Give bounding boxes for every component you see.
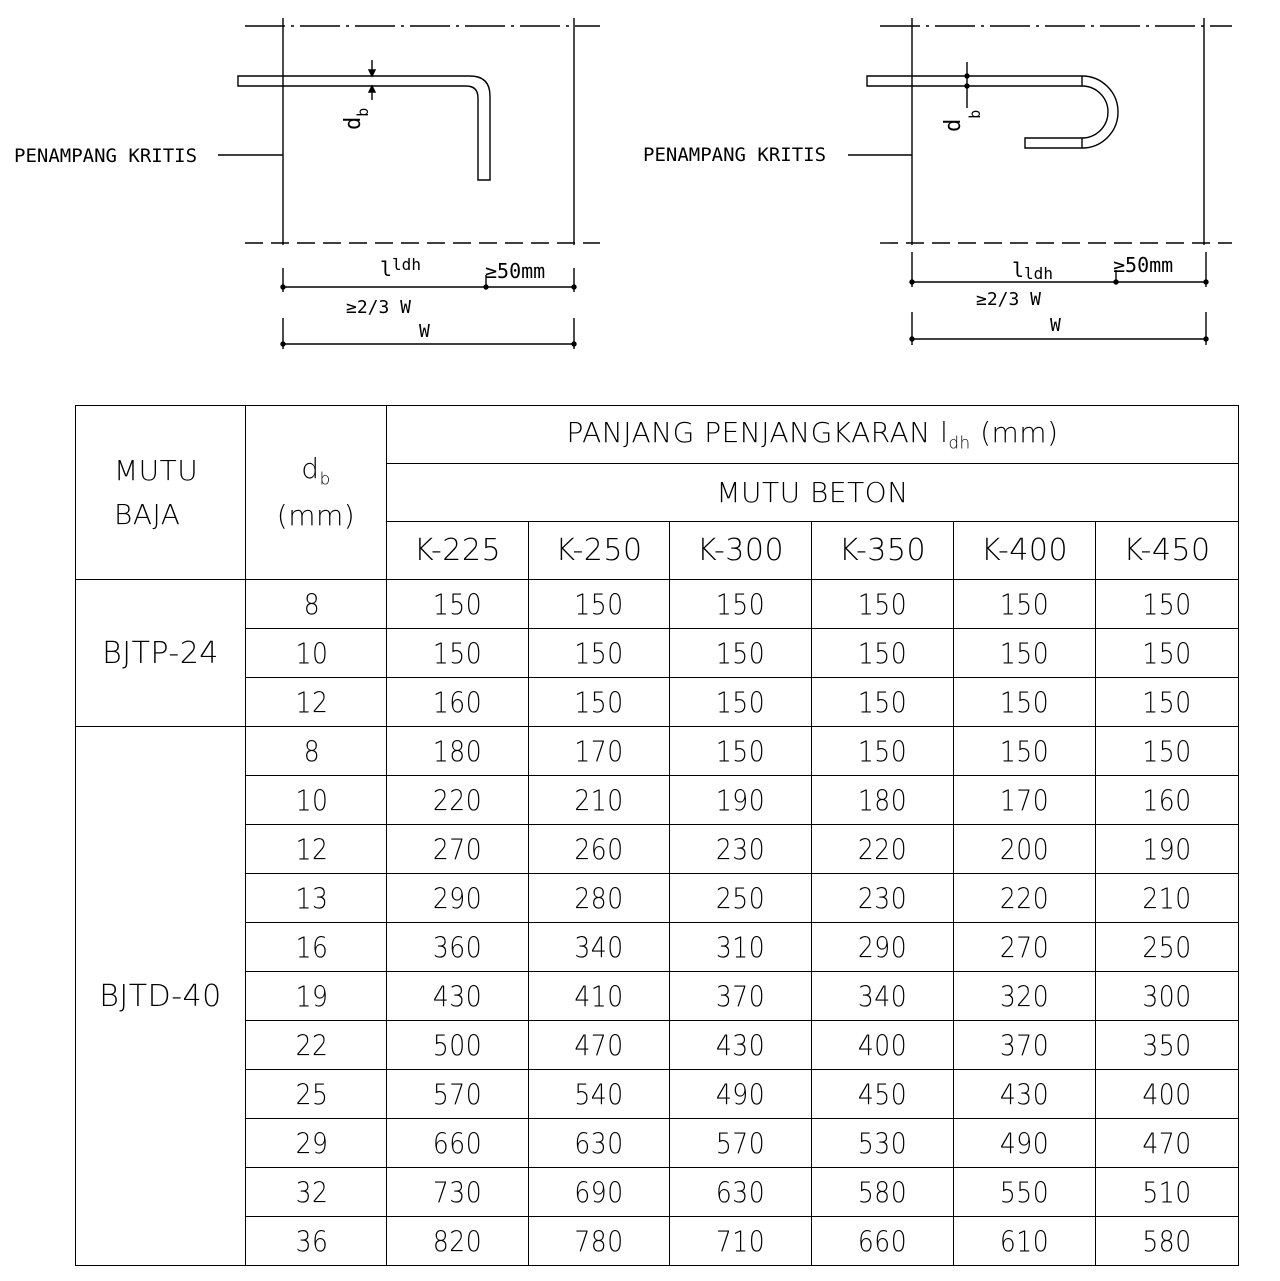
anchorage-length-value: 150 [999, 685, 1050, 719]
steel-grade-cell: BJTD-40 [76, 727, 246, 1266]
anchorage-length-value: 660 [432, 1126, 483, 1160]
anchorage-length-cell [954, 874, 1096, 923]
bar-diameter-cell [246, 580, 387, 629]
anchorage-length-cell [529, 727, 670, 776]
anchorage-length-value: 150 [574, 636, 624, 670]
anchorage-length-value: 170 [999, 783, 1050, 817]
db-header-symbol: $d_b$ [301, 451, 331, 489]
table-row [76, 825, 1239, 874]
anchorage-length-value: 270 [999, 930, 1050, 964]
table-row [76, 1217, 1239, 1266]
anchorage-length-cell [1096, 1021, 1239, 1070]
anchorage-length-cell [812, 1119, 954, 1168]
anchorage-length-value: 400 [1142, 1077, 1192, 1111]
bar-diameter-value: 10 [295, 636, 329, 670]
anchorage-length-value: 530 [857, 1126, 908, 1160]
anchorage-length-value: 190 [715, 783, 766, 817]
dim-dot [572, 285, 576, 289]
critical-section-label: PENAMPANG KRITIS [14, 145, 198, 167]
hook-detail-drawings [0, 0, 1280, 400]
anchorage-length-cell [529, 825, 670, 874]
anchorage-length-value: 150 [715, 636, 766, 670]
anchorage-length-value: 150 [715, 587, 766, 621]
steel-header-line2: BAJA [114, 497, 181, 531]
anchorage-length-value: 370 [715, 979, 766, 1013]
bar-diameter-value: 10 [295, 783, 329, 817]
anchorage-length-table-wrapper [75, 405, 1238, 1262]
anchorage-length-cell [1096, 629, 1239, 678]
length-header-text: PANJANG PENJANGKARAN l [566, 416, 949, 450]
anchorage-length-cell [387, 825, 529, 874]
anchorage-length-value: 150 [1142, 636, 1192, 670]
anchorage-length-cell [954, 1217, 1096, 1266]
w-label: W [1050, 315, 1061, 336]
two-thirds-w-label: ≥2/3 W [976, 289, 1042, 310]
anchorage-length-value: 610 [999, 1224, 1050, 1258]
bar-diameter-cell [246, 972, 387, 1021]
anchorage-length-cell [387, 1119, 529, 1168]
anchorage-length-value: 350 [1142, 1028, 1192, 1062]
concrete-grade-header: MUTU BETON [387, 464, 1239, 522]
anchorage-length-cell [812, 678, 954, 727]
anchorage-length-value: 370 [999, 1028, 1050, 1062]
table-row [76, 1119, 1239, 1168]
anchorage-length-value: 630 [574, 1126, 624, 1160]
anchorage-length-cell [670, 1119, 812, 1168]
anchorage-length-value: 150 [999, 636, 1050, 670]
anchorage-length-cell [387, 923, 529, 972]
dim-dot [572, 342, 576, 346]
anchorage-length-value: 550 [999, 1175, 1050, 1209]
anchorage-length-cell [812, 727, 954, 776]
anchorage-length-cell [954, 678, 1096, 727]
anchorage-length-cell [670, 580, 812, 629]
bar-diameter-value: 8 [303, 587, 321, 621]
anchorage-length-cell [670, 1021, 812, 1070]
table-row [76, 923, 1239, 972]
db-arrow-top [369, 70, 375, 76]
db-label: $d_b$ [341, 107, 372, 130]
anchorage-length-cell [387, 580, 529, 629]
anchorage-length-value: 580 [1142, 1224, 1192, 1258]
anchorage-length-cell [670, 874, 812, 923]
length-header-unit: (mm) [980, 416, 1059, 450]
anchorage-length-value: 580 [857, 1175, 908, 1209]
bar-diameter-header [246, 406, 387, 580]
bar-diameter-cell [246, 1021, 387, 1070]
anchorage-length-cell [812, 776, 954, 825]
anchorage-length-value: 400 [857, 1028, 908, 1062]
anchorage-length-cell [954, 629, 1096, 678]
anchorage-length-value: 710 [715, 1224, 766, 1258]
anchorage-length-cell [954, 1119, 1096, 1168]
anchorage-length-value: 340 [857, 979, 908, 1013]
anchorage-length-value: 570 [432, 1077, 483, 1111]
anchorage-length-cell [954, 1021, 1096, 1070]
bar-diameter-value: 8 [303, 734, 321, 768]
table-row [76, 727, 1239, 776]
anchorage-length-value: 430 [715, 1028, 766, 1062]
table-row [76, 580, 1239, 629]
bar-180-hook [867, 76, 1118, 148]
anchorage-length-value: 310 [715, 930, 766, 964]
dim-dot [965, 84, 969, 88]
min50-label: ≥50mm [485, 259, 546, 283]
bar-diameter-value: 36 [295, 1224, 329, 1258]
anchorage-length-value: 510 [1142, 1175, 1192, 1209]
bar-diameter-value: 12 [295, 685, 329, 719]
anchorage-length-cell [1096, 776, 1239, 825]
anchorage-length-value: 450 [857, 1077, 908, 1111]
anchorage-length-cell [670, 923, 812, 972]
dim-dot [281, 342, 285, 346]
table-row [76, 629, 1239, 678]
anchorage-length-value: 820 [432, 1224, 483, 1258]
anchorage-length-cell [529, 1217, 670, 1266]
anchorage-length-value: 180 [857, 783, 908, 817]
dim-dot [910, 337, 914, 341]
anchorage-length-cell [954, 580, 1096, 629]
min50-label: ≥50mm [1113, 253, 1174, 277]
critical-section-label: PENAMPANG KRITIS [643, 144, 827, 166]
anchorage-length-cell [812, 580, 954, 629]
two-thirds-w-label: ≥2/3 W [346, 297, 412, 318]
bar-diameter-cell [246, 1168, 387, 1217]
anchorage-length-cell [1096, 678, 1239, 727]
anchorage-length-cell [387, 727, 529, 776]
anchorage-length-value: 270 [432, 832, 483, 866]
anchorage-length-value: 540 [574, 1077, 624, 1111]
bar-diameter-cell [246, 629, 387, 678]
anchorage-length-value: 150 [857, 685, 908, 719]
bar-diameter-value: 29 [295, 1126, 329, 1160]
anchorage-length-value: 150 [857, 636, 908, 670]
anchorage-length-cell [954, 776, 1096, 825]
bar-diameter-cell [246, 825, 387, 874]
anchorage-length-cell [1096, 727, 1239, 776]
anchorage-length-value: 290 [432, 881, 483, 915]
anchorage-length-cell [529, 629, 670, 678]
anchorage-length-cell [812, 1168, 954, 1217]
table-row [76, 1021, 1239, 1070]
anchorage-length-header [387, 406, 1239, 464]
db-label: $d_b$ [941, 109, 984, 132]
bar-diameter-value: 22 [295, 1028, 329, 1062]
anchorage-length-cell [387, 874, 529, 923]
dim-dot [965, 74, 969, 78]
bar-diameter-value: 19 [295, 979, 329, 1013]
anchorage-length-value: 320 [999, 979, 1050, 1013]
anchorage-length-cell [529, 1119, 670, 1168]
anchorage-length-value: 150 [715, 734, 766, 768]
bar-diameter-cell [246, 1119, 387, 1168]
anchorage-length-value: 490 [715, 1077, 766, 1111]
anchorage-length-value: 430 [432, 979, 483, 1013]
anchorage-length-value: 260 [574, 832, 624, 866]
anchorage-length-cell [812, 1217, 954, 1266]
anchorage-length-cell [812, 1070, 954, 1119]
db-arrow-bottom [369, 86, 375, 92]
anchorage-length-value: 210 [1142, 881, 1192, 915]
anchorage-length-cell [670, 776, 812, 825]
anchorage-length-value: 150 [857, 587, 908, 621]
anchorage-length-value: 230 [857, 881, 908, 915]
anchorage-length-cell [387, 678, 529, 727]
anchorage-length-value: 430 [999, 1077, 1050, 1111]
bar-diameter-cell [246, 1070, 387, 1119]
anchorage-length-value: 230 [715, 832, 766, 866]
anchorage-length-cell [529, 580, 670, 629]
anchorage-length-cell [529, 972, 670, 1021]
anchorage-length-value: 180 [432, 734, 483, 768]
bar-diameter-value: 32 [295, 1175, 329, 1209]
bar-diameter-value: 16 [295, 930, 329, 964]
steel-grade-header [76, 406, 246, 580]
bar-diameter-value: 12 [295, 832, 329, 866]
anchorage-length-value: 160 [432, 685, 483, 719]
anchorage-length-value: 150 [999, 734, 1050, 768]
steel-grade-cell: BJTP-24 [76, 580, 246, 727]
anchorage-length-value: 150 [1142, 734, 1192, 768]
table-row [76, 874, 1239, 923]
anchorage-length-value: 300 [1142, 979, 1192, 1013]
anchorage-length-value: 690 [574, 1175, 624, 1209]
anchorage-length-cell [1096, 1217, 1239, 1266]
anchorage-length-cell [1096, 580, 1239, 629]
anchorage-length-value: 360 [432, 930, 483, 964]
bar-diameter-value: 25 [295, 1077, 329, 1111]
anchorage-length-value: 150 [432, 587, 483, 621]
anchorage-length-cell [670, 678, 812, 727]
anchorage-length-value: 250 [1142, 930, 1192, 964]
ldh-label: $l^{ldh}$ [380, 255, 421, 281]
anchorage-length-value: 490 [999, 1126, 1050, 1160]
anchorage-length-cell [387, 972, 529, 1021]
anchorage-length-value: 150 [574, 587, 624, 621]
anchorage-length-cell [954, 825, 1096, 874]
anchorage-length-cell [529, 874, 670, 923]
anchorage-length-value: 780 [574, 1224, 624, 1258]
table-row [76, 972, 1239, 1021]
anchorage-length-value: 150 [715, 685, 766, 719]
anchorage-length-cell [529, 1021, 670, 1070]
bar-diameter-cell [246, 776, 387, 825]
anchorage-length-cell [954, 1168, 1096, 1217]
anchorage-length-value: 220 [432, 783, 483, 817]
anchorage-length-cell [529, 678, 670, 727]
anchorage-length-value: 470 [574, 1028, 624, 1062]
anchorage-length-cell [954, 1070, 1096, 1119]
anchorage-length-value: 290 [857, 930, 908, 964]
w-label: W [419, 321, 430, 342]
anchorage-length-value: 730 [432, 1175, 483, 1209]
anchorage-length-cell [529, 1168, 670, 1217]
anchorage-length-value: 630 [715, 1175, 766, 1209]
steel-header-line1: MUTU [114, 453, 199, 487]
bar-diameter-cell [246, 678, 387, 727]
table-row [76, 1168, 1239, 1217]
anchorage-length-cell [1096, 1070, 1239, 1119]
ldh-label: lldh [1012, 258, 1053, 283]
anchorage-length-value: 220 [857, 832, 908, 866]
anchorage-length-cell [529, 1070, 670, 1119]
concrete-grade-k-225: K-225 [387, 522, 529, 580]
anchorage-length-cell [670, 972, 812, 1021]
anchorage-length-value: 190 [1142, 832, 1192, 866]
bar-diameter-value: 13 [295, 881, 329, 915]
concrete-grade-k-350: K-350 [812, 522, 954, 580]
anchorage-length-value: 150 [1142, 685, 1192, 719]
anchorage-length-cell [1096, 874, 1239, 923]
anchorage-length-cell [670, 1168, 812, 1217]
anchorage-length-cell [1096, 923, 1239, 972]
anchorage-length-value: 200 [999, 832, 1050, 866]
anchorage-length-cell [1096, 1119, 1239, 1168]
anchorage-length-value: 150 [999, 587, 1050, 621]
anchorage-length-cell [812, 1021, 954, 1070]
bar-diameter-cell [246, 874, 387, 923]
anchorage-length-value: 150 [574, 685, 624, 719]
bar-diameter-cell [246, 923, 387, 972]
anchorage-length-value: 150 [1142, 587, 1192, 621]
anchorage-length-cell [812, 923, 954, 972]
anchorage-length-cell [812, 874, 954, 923]
anchorage-length-cell [670, 1070, 812, 1119]
dim-dot [1204, 337, 1208, 341]
anchorage-length-cell [670, 825, 812, 874]
anchorage-length-table [75, 405, 1239, 1266]
dim-dot [281, 285, 285, 289]
db-header-unit: (mm) [276, 499, 356, 533]
anchorage-length-cell [954, 727, 1096, 776]
anchorage-length-value: 660 [857, 1224, 908, 1258]
anchorage-length-cell [1096, 825, 1239, 874]
anchorage-length-value: 210 [574, 783, 624, 817]
anchorage-length-value: 410 [574, 979, 624, 1013]
anchorage-length-cell [387, 1070, 529, 1119]
anchorage-length-value: 340 [574, 930, 624, 964]
anchorage-length-cell [1096, 972, 1239, 1021]
anchorage-length-cell [529, 923, 670, 972]
anchorage-length-cell [1096, 1168, 1239, 1217]
anchorage-length-cell [387, 776, 529, 825]
anchorage-length-cell [812, 825, 954, 874]
dim-dot [1204, 280, 1208, 284]
concrete-grade-k-450: K-450 [1096, 522, 1239, 580]
anchorage-length-value: 470 [1142, 1126, 1192, 1160]
concrete-grade-k-300: K-300 [670, 522, 812, 580]
anchorage-length-cell [387, 1021, 529, 1070]
anchorage-length-value: 150 [432, 636, 483, 670]
length-header-sub: dh [948, 432, 971, 453]
anchorage-length-cell [954, 923, 1096, 972]
dim-dot [910, 280, 914, 284]
anchorage-length-value: 500 [432, 1028, 483, 1062]
anchorage-length-value: 150 [857, 734, 908, 768]
anchorage-length-value: 160 [1142, 783, 1192, 817]
anchorage-length-cell [812, 972, 954, 1021]
anchorage-length-cell [954, 972, 1096, 1021]
table-row [76, 678, 1239, 727]
table-row [76, 1070, 1239, 1119]
concrete-grade-k-250: K-250 [529, 522, 670, 580]
bar-diameter-cell [246, 1217, 387, 1266]
anchorage-length-value: 280 [574, 881, 624, 915]
table-row [76, 776, 1239, 825]
anchorage-length-cell [529, 776, 670, 825]
anchorage-length-cell [387, 1168, 529, 1217]
anchorage-length-cell [670, 1217, 812, 1266]
bar-diameter-cell [246, 727, 387, 776]
anchorage-length-value: 250 [715, 881, 766, 915]
anchorage-length-cell [670, 727, 812, 776]
anchorage-length-value: 170 [574, 734, 624, 768]
concrete-grade-k-400: K-400 [954, 522, 1096, 580]
anchorage-length-value: 570 [715, 1126, 766, 1160]
anchorage-length-value: 220 [999, 881, 1050, 915]
anchorage-length-cell [812, 629, 954, 678]
anchorage-length-cell [387, 629, 529, 678]
anchorage-length-cell [387, 1217, 529, 1266]
anchorage-length-cell [670, 629, 812, 678]
